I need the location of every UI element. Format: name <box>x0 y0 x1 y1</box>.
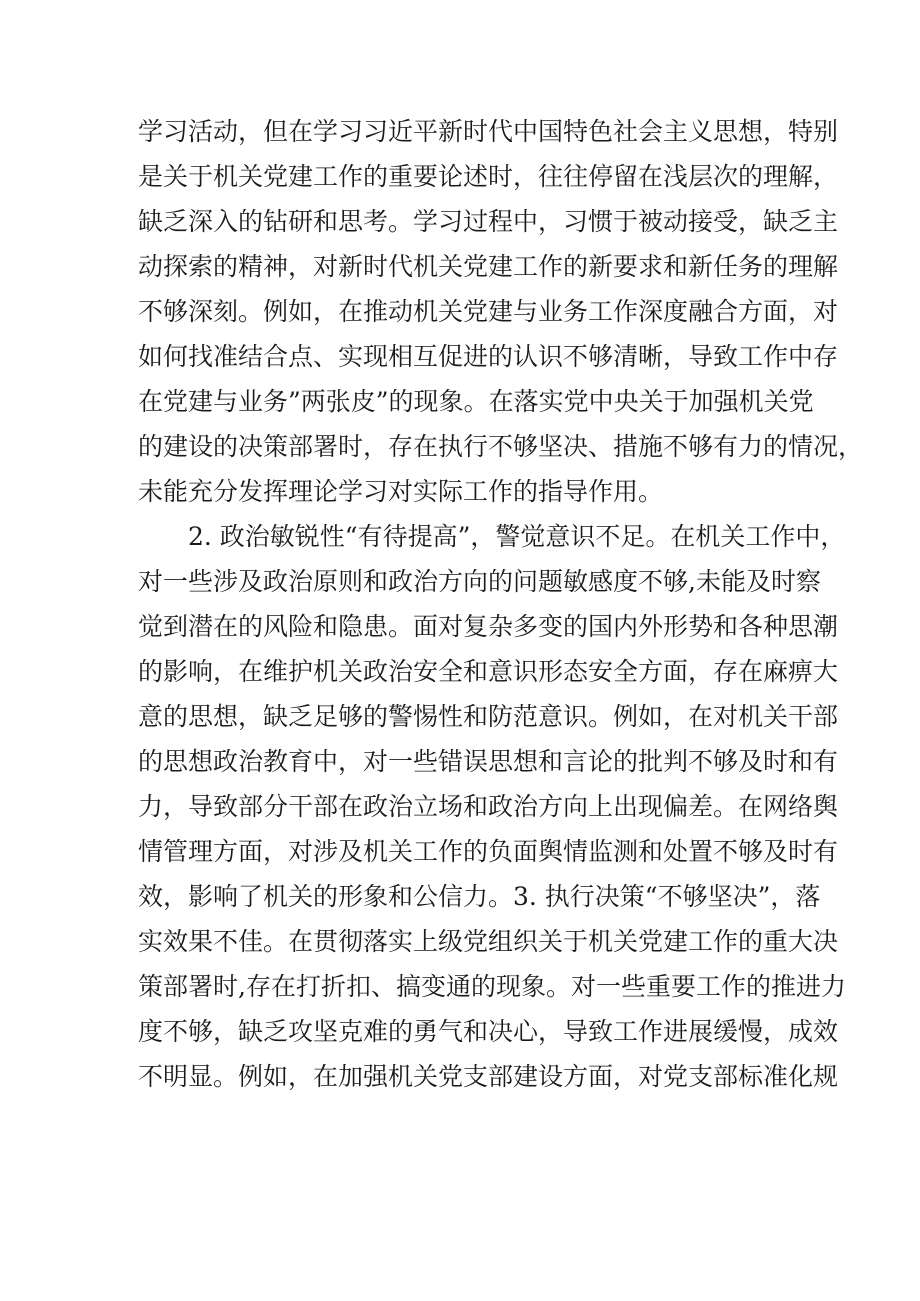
text-line: 的建设的决策部署时，存在执行不够坚决、措施不够有力的情况， <box>138 432 864 461</box>
text-line: 动探索的精神，对新时代机关党建工作的新要求和新任务的理解 <box>138 252 839 281</box>
text-line: 意的思想，缺乏足够的警惕性和防范意识。例如，在对机关干部 <box>138 702 839 731</box>
text-line: 策部署时,存在打折扣、搞变通的现象。对一些重要工作的推进力 <box>138 972 846 1001</box>
text-line: 度不够，缺乏攻坚克难的勇气和决心，导致工作进展缓慢，成效 <box>138 1017 839 1046</box>
text-line: 缺乏深入的钻研和思考。学习过程中，习惯于被动接受，缺乏主 <box>138 207 839 236</box>
text-line: 未能充分发挥理论学习对实际工作的指导作用。 <box>138 477 664 506</box>
text-line: 2. 政治敏锐性“有待提高”，警觉意识不足。在机关工作中， <box>188 522 846 551</box>
text-line: 对一些涉及政治原则和政治方向的问题敏感度不够,未能及时察 <box>138 567 821 596</box>
text-line: 如何找准结合点、实现相互促进的认识不够清晰，导致工作中存 <box>138 342 839 371</box>
text-line: 学习活动，但在学习习近平新时代中国特色社会主义思想，特别 <box>138 117 839 146</box>
text-line: 力，导致部分干部在政治立场和政治方向上出现偏差。在网络舆 <box>138 792 839 821</box>
text-line: 不够深刻。例如，在推动机关党建与业务工作深度融合方面，对 <box>138 297 839 326</box>
text-line: 效，影响了机关的形象和公信力。3. 执行决策“不够坚决”，落 <box>138 882 821 911</box>
text-line: 在党建与业务”两张皮”的现象。在落实党中央关于加强机关党 <box>138 387 814 416</box>
text-line: 的思想政治教育中，对一些错误思想和言论的批判不够及时和有 <box>138 747 839 776</box>
text-line: 情管理方面，对涉及机关工作的负面舆情监测和处置不够及时有 <box>138 837 839 866</box>
text-line: 实效果不佳。在贯彻落实上级党组织关于机关党建工作的重大决 <box>138 927 839 956</box>
text-line: 觉到潜在的风险和隐患。面对复杂多变的国内外形势和各种思潮 <box>138 612 839 641</box>
text-line: 是关于机关党建工作的重要论述时，往往停留在浅层次的理解， <box>138 162 839 191</box>
text-line: 的影响，在维护机关政治安全和意识形态安全方面，存在麻痹大 <box>138 657 839 686</box>
text-line: 不明显。例如，在加强机关党支部建设方面，对党支部标准化规 <box>138 1062 839 1091</box>
